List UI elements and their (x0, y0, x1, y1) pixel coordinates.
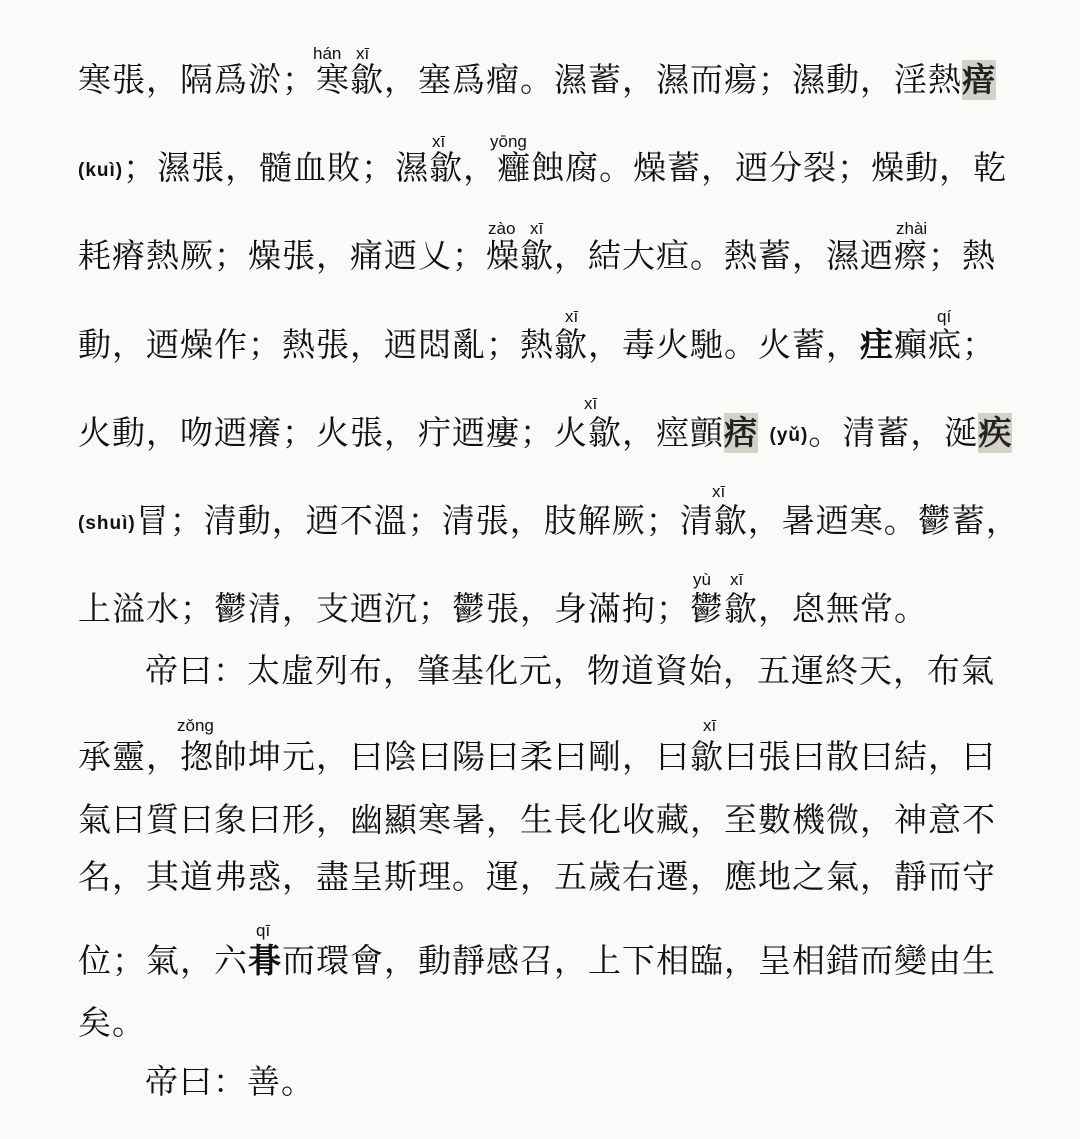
line-11-text: 名，其道弗惑，盡呈斯理。運，五歲右遷，應地之氣，靜而守 (78, 857, 996, 896)
rare-glyph: 朞 (248, 941, 282, 980)
line-3-text: 耗瘠熱厥；燥張，痛迺乂；燥歙，結大疸。熱蓄，濕迺瘵；熱 (78, 236, 996, 275)
inline-pinyin: (kuì) (78, 160, 124, 181)
rare-glyph: 疰 (860, 325, 894, 364)
line-5-text: 火動，吻迺癢；火張，疔迺瘻；火歙，痙顫 (78, 413, 724, 452)
line-7-text: 上溢水；鬱清，支迺沉；鬱張，身滿拘；鬱歙，恖無常。 (78, 589, 928, 628)
text-line-1 (78, 60, 998, 100)
pinyin-annotation: yōng (490, 132, 527, 151)
line-13-text: 矣。 (78, 1003, 146, 1042)
line-12-text-end: 而環會，動靜感召，上下相臨，呈相錯而變由生 (282, 941, 996, 980)
text-line-10 (78, 800, 998, 840)
rare-glyph: 瘖 (962, 60, 996, 99)
spacer (758, 413, 770, 452)
pinyin-annotation: xī (530, 219, 544, 238)
line-1-text: 寒張，隔爲淤；寒歙，塞爲瘤。濕蓄，濕而瘍；濕動，淫熱 (78, 60, 962, 99)
pinyin-annotation: zào (488, 219, 516, 238)
rare-glyph: 疾 (978, 413, 1013, 452)
pinyin-annotation: hán (313, 44, 342, 63)
pinyin-annotation: xī (584, 394, 598, 413)
text-line-3 (78, 236, 998, 276)
line-9-text: 承靈，揔帥坤元，曰陰曰陽曰柔曰剛，曰歙曰張曰散曰結，曰 (78, 737, 996, 776)
line-2-text: ；濕張，髓血敗；濕歙，癰蝕腐。燥蓄，迺分裂；燥動，乾 (123, 148, 1008, 187)
pinyin-annotation: xī (730, 570, 744, 589)
text-line-4 (78, 325, 998, 365)
pinyin-annotation: xī (712, 482, 726, 501)
rare-glyph: 痞 (724, 413, 758, 452)
text-line-11 (78, 857, 998, 897)
text-line-13 (78, 1003, 998, 1043)
line-14-text: 帝曰：善。 (145, 1062, 315, 1101)
text-line-8 (145, 651, 998, 691)
line-4-text-end: 癲疷； (894, 325, 996, 364)
text-line-7 (78, 589, 998, 629)
inline-pinyin: (yǔ) (769, 425, 809, 446)
text-line-5 (78, 413, 1013, 456)
pinyin-annotation: xī (565, 307, 579, 326)
line-12-text: 位；氣，六 (78, 941, 248, 980)
line-8-text: 帝曰：太虛列布，肇基化元，物道資始，五運終天，布氣 (145, 651, 995, 690)
pinyin-annotation: qí (937, 307, 952, 326)
text-line-6 (78, 501, 1020, 544)
text-line-9 (78, 737, 998, 777)
line-6-text: 冒；清動，迺不溫；清張，肢解厥；清歙，暑迺寒。鬱蓄， (135, 501, 1020, 540)
pinyin-annotation: xī (703, 716, 717, 735)
inline-pinyin: (shuì) (78, 513, 136, 534)
text-line-12 (78, 941, 998, 981)
line-10-text: 氣曰質曰象曰形，幽顯寒暑，生長化收藏，至數機微，神意不 (78, 800, 996, 839)
pinyin-annotation: zhài (896, 219, 928, 238)
pinyin-annotation: xī (432, 132, 446, 151)
pinyin-annotation: qī (256, 921, 271, 940)
text-line-2 (78, 148, 1008, 191)
line-5-text-mid: 。清蓄，涎 (808, 413, 979, 452)
pinyin-annotation: yù (693, 570, 711, 589)
text-line-14 (145, 1062, 998, 1102)
pinyin-annotation: xī (356, 44, 370, 63)
line-4-text: 動，迺燥作；熱張，迺悶亂；熱歙，毒火馳。火蓄， (78, 325, 860, 364)
pinyin-annotation: zǒng (177, 716, 214, 735)
